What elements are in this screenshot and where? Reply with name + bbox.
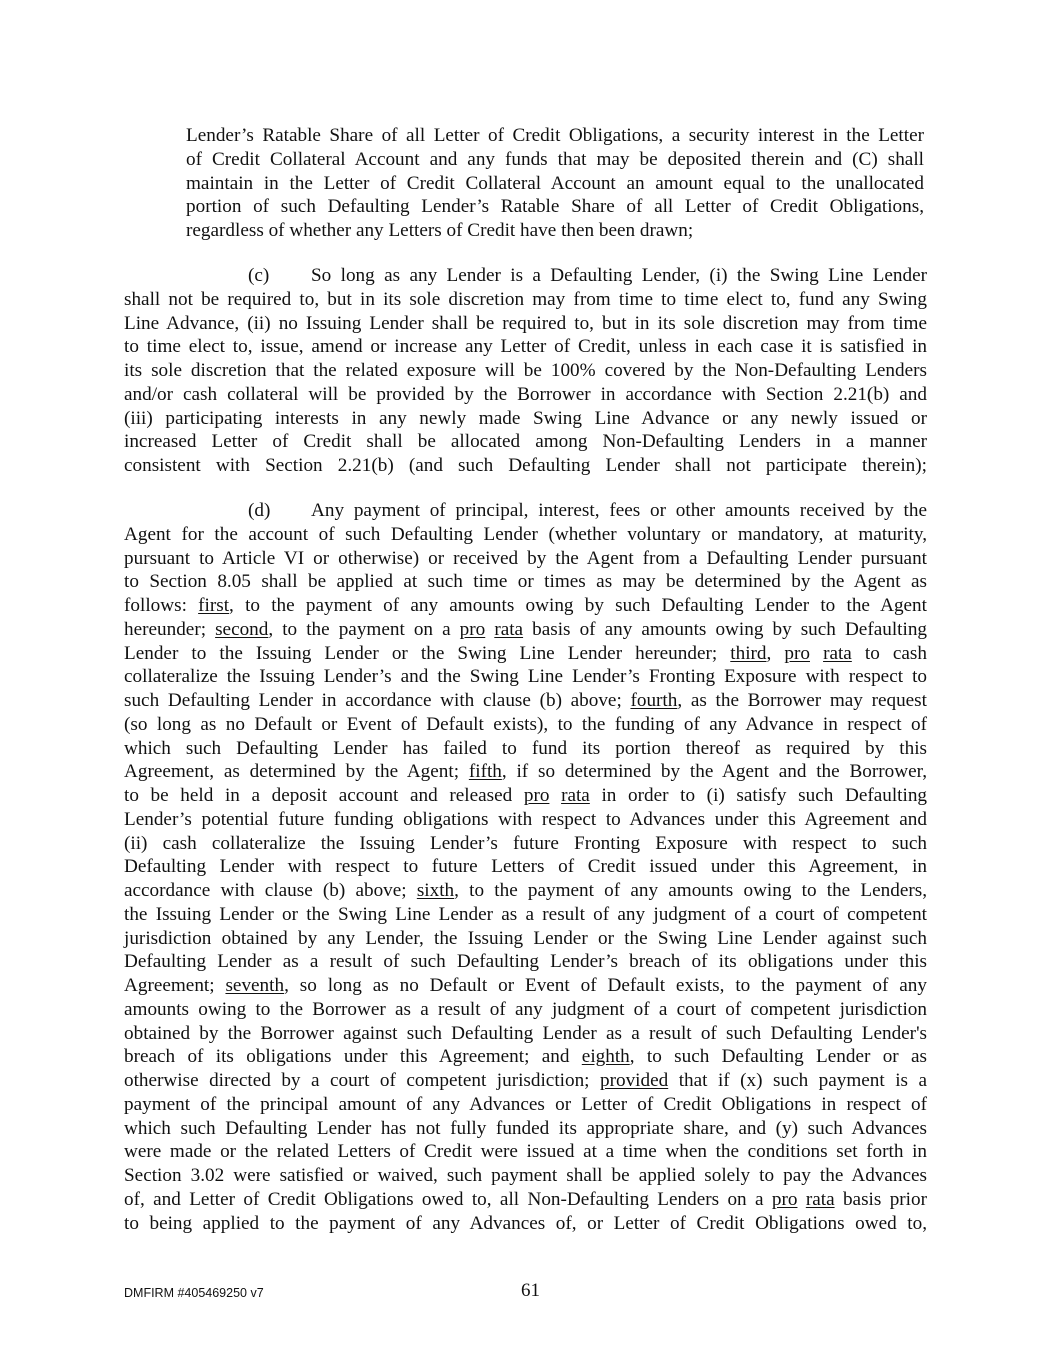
text-segment: (iii) participating interests in any newly made Swing Line Advance or any newly issued or	[124, 407, 927, 429]
text-line	[124, 1093, 927, 1117]
text-segment: that if (x) such payment is a	[668, 1070, 928, 1091]
text-line	[124, 1022, 927, 1046]
text-segment: , to the payment of any amounts owing to the Lenders,	[454, 880, 927, 901]
text-line	[124, 713, 927, 737]
text-segment: consistent with Section 2.21(b) (and such Defaulting Lender shall not participate therein);	[124, 455, 927, 476]
text-segment: were made or the related Letters of Credit were issued at a time when the conditions set forth in	[124, 1141, 927, 1163]
text-segment: (ii) cash collateralize the Issuing Lender’s future Fronting Exposure with respect to such	[124, 832, 927, 854]
text-segment: which such Defaulting Lender has failed to fund its portion thereof as required by this	[124, 737, 927, 759]
underlined-term: rata	[823, 642, 852, 664]
text-segment: ,	[766, 642, 785, 664]
text-segment: Section 3.02 were satisfied or waived, such payment shall be applied solely to pay the Advances	[124, 1165, 927, 1186]
text-segment	[485, 619, 494, 640]
text-line	[124, 1188, 927, 1212]
text-line	[124, 1069, 927, 1093]
text-line	[124, 1117, 927, 1141]
text-line	[124, 1045, 927, 1069]
text-line	[124, 618, 927, 642]
text-segment: increased Letter of Credit shall be allocated among Non-Defaulting Lenders in a manner	[124, 431, 927, 453]
text-line	[124, 547, 927, 571]
text-segment: otherwise directed by a court of competent jurisdiction;	[124, 1070, 600, 1091]
paragraph-c-first-line	[248, 264, 927, 288]
underlined-term: pro	[784, 642, 810, 664]
paragraph-c-first-text: So long as any Lender is a Defaulting Lender, (i) the Swing Line Lender	[311, 265, 927, 286]
underlined-term: first	[198, 595, 230, 616]
text-segment: , if so determined by the Agent and the Borrower,	[501, 761, 928, 783]
text-segment: follows:	[124, 595, 199, 616]
text-line	[124, 737, 927, 761]
text-segment: regardless of whether any Letters of Credit have then been drawn;	[186, 220, 694, 241]
text-line	[124, 288, 927, 312]
text-line	[124, 570, 927, 594]
text-line	[124, 642, 927, 666]
text-segment: such Defaulting Lender in accordance with clause (b) above;	[124, 690, 631, 711]
text-line	[186, 124, 924, 148]
text-segment: Agreement, as determined by the Agent;	[124, 761, 469, 783]
underlined-term: second	[215, 618, 269, 640]
paragraph-continuation	[186, 124, 924, 243]
text-line	[186, 148, 924, 172]
text-segment: to Section 8.05 shall be applied at such time or times as may be determined by the Agent as	[124, 571, 927, 593]
underlined-term: sixth	[416, 880, 455, 901]
text-segment	[810, 643, 823, 664]
text-segment: , as the Borrower may request	[677, 690, 927, 711]
text-segment: , to the payment on a	[268, 618, 460, 640]
text-segment: Lender’s Ratable Share of all Letter of Credit Obligations, a security interest in the Letter	[186, 125, 924, 146]
text-segment	[549, 785, 561, 806]
underlined-term: third	[730, 642, 767, 664]
text-segment: payment of the principal amount of any Advances or Letter of Credit Obligations in respect of	[124, 1093, 927, 1115]
underlined-term: rata	[805, 1188, 835, 1210]
text-line	[186, 172, 924, 196]
text-segment: , to the payment of any amounts owing by such Defaulting Lender to the Agent	[229, 595, 927, 616]
text-segment	[797, 1189, 805, 1210]
text-line	[124, 1140, 927, 1164]
text-segment: its sole discretion that the related exposure will be 100% covered by the Non-Defaulting Lenders	[124, 360, 927, 381]
text-segment: , to such Defaulting Lender or as	[629, 1046, 927, 1068]
text-segment: to cash	[851, 642, 927, 664]
paragraph-d-first-line	[248, 499, 927, 523]
text-segment: breach of its obligations under this Agreement; and	[124, 1046, 582, 1068]
text-line	[124, 879, 927, 903]
text-segment: Agreement;	[124, 975, 226, 996]
text-line	[124, 523, 927, 547]
text-segment: , so long as no Default or Event of Default exists, to the payment of any	[284, 975, 927, 996]
text-segment: and/or cash collateral will be provided by the Borrower in accordance with Section 2.21(b) and	[124, 383, 927, 405]
text-segment: jurisdiction obtained by any Lender, the Issuing Lender or the Swing Line Lender against such	[124, 927, 927, 949]
text-segment: (so long as no Default or Event of Default exists), to the funding of any Advance in respect of	[124, 713, 927, 735]
text-line	[124, 312, 927, 336]
underlined-term: rata	[561, 785, 590, 806]
underlined-term: pro	[459, 618, 486, 640]
underlined-term: eighth	[581, 1046, 630, 1068]
text-segment: Lender’s potential future funding obligations with respect to Advances under this Agreement and	[124, 808, 927, 830]
underlined-term: fourth	[630, 690, 678, 711]
text-line	[124, 383, 927, 407]
text-line	[124, 335, 927, 359]
text-segment: the Issuing Lender or the Swing Line Lender as a result of any judgment of a court of competent	[124, 903, 927, 925]
underlined-term: seventh	[225, 975, 285, 996]
text-segment: to be held in a deposit account and released	[124, 785, 524, 806]
text-segment: Defaulting Lender as a result of such Defaulting Lender’s breach of its obligations under this	[124, 951, 927, 973]
text-segment: portion of such Defaulting Lender’s Ratable Share of all Letter of Credit Obligations,	[186, 196, 924, 218]
text-line	[124, 927, 927, 951]
text-line	[124, 903, 927, 927]
text-line	[124, 689, 927, 713]
text-line	[186, 195, 924, 219]
text-line	[124, 430, 927, 454]
text-line	[124, 665, 927, 689]
underlined-term: provided	[600, 1070, 669, 1091]
text-segment: Agent for the account of such Defaulting Lender (whether voluntary or mandatory, at maturity,	[124, 523, 927, 545]
text-line	[124, 855, 927, 879]
paragraph-c-label: (c)	[248, 265, 270, 286]
paragraph-c-body	[124, 288, 927, 478]
text-segment: Line Advance, (ii) no Issuing Lender shall be required to, but in its sole discretion may from time	[124, 312, 927, 334]
text-line	[124, 998, 927, 1022]
underlined-term: pro	[771, 1188, 798, 1210]
text-segment: collateralize the Issuing Lender’s and the Swing Line Lender’s Fronting Exposure with respect to	[124, 666, 927, 688]
paragraph-d-first-text: Any payment of principal, interest, fees or other amounts received by the	[311, 500, 927, 521]
paragraph-d-label: (d)	[248, 500, 271, 521]
text-line	[124, 407, 927, 431]
text-line	[124, 594, 927, 618]
text-segment: to being applied to the payment of any Advances of, or Letter of Credit Obligations owed to,	[124, 1212, 927, 1234]
text-line	[124, 1212, 927, 1236]
paragraph-c	[124, 264, 927, 478]
text-segment: which such Defaulting Lender has not fully funded its appropriate share, and (y) such Advances	[124, 1117, 927, 1139]
text-line	[124, 760, 927, 784]
text-segment: maintain in the Letter of Credit Collateral Account an amount equal to the unallocated	[186, 172, 924, 194]
footer-document-id: DMFIRM #405469250 v7	[124, 1286, 264, 1300]
underlined-term: rata	[494, 618, 524, 640]
text-segment: shall not be required to, but in its sole discretion may from time to time elect to, fund any Swing	[124, 288, 927, 310]
text-segment: of Credit Collateral Account and any funds that may be deposited therein and (C) shall	[186, 148, 924, 170]
text-segment: Defaulting Lender with respect to future Letters of Credit issued under this Agreement, in	[124, 856, 927, 878]
text-segment: amounts owing to the Borrower as a result of any judgment of a court of competent jurisdiction	[124, 998, 927, 1020]
underlined-term: pro	[523, 785, 550, 806]
paragraph-d	[124, 499, 927, 1235]
page-number: 61	[521, 1280, 540, 1301]
paragraph-d-body	[124, 523, 927, 1236]
text-segment: accordance with clause (b) above;	[124, 880, 417, 901]
text-line	[124, 832, 927, 856]
text-segment: of, and Letter of Credit Obligations owed to, all Non-Defaulting Lenders on a	[124, 1188, 772, 1210]
text-line	[124, 808, 927, 832]
text-segment: obtained by the Borrower against such Defaulting Lender as a result of such Defaulting Lender's	[124, 1022, 927, 1044]
text-line	[124, 950, 927, 974]
text-segment: basis prior	[834, 1188, 927, 1210]
text-line	[186, 219, 924, 243]
text-line	[124, 454, 927, 478]
text-segment: in order to (i) satisfy such Defaulting	[589, 785, 928, 806]
text-segment: hereunder;	[124, 618, 216, 640]
text-segment: pursuant to Article VI or otherwise) or received by the Agent from a Defaulting Lender pursuant	[124, 547, 927, 569]
underlined-term: fifth	[468, 761, 502, 783]
text-segment: basis of any amounts owing by such Defaulting	[523, 618, 928, 640]
text-segment: Lender to the Issuing Lender or the Swing Line Lender hereunder;	[124, 642, 731, 664]
text-segment: to time elect to, issue, amend or increase any Letter of Credit, unless in each case it is satisfied in	[124, 336, 927, 358]
text-line	[124, 974, 927, 998]
text-line	[124, 1164, 927, 1188]
text-line	[124, 359, 927, 383]
text-line	[124, 784, 927, 808]
